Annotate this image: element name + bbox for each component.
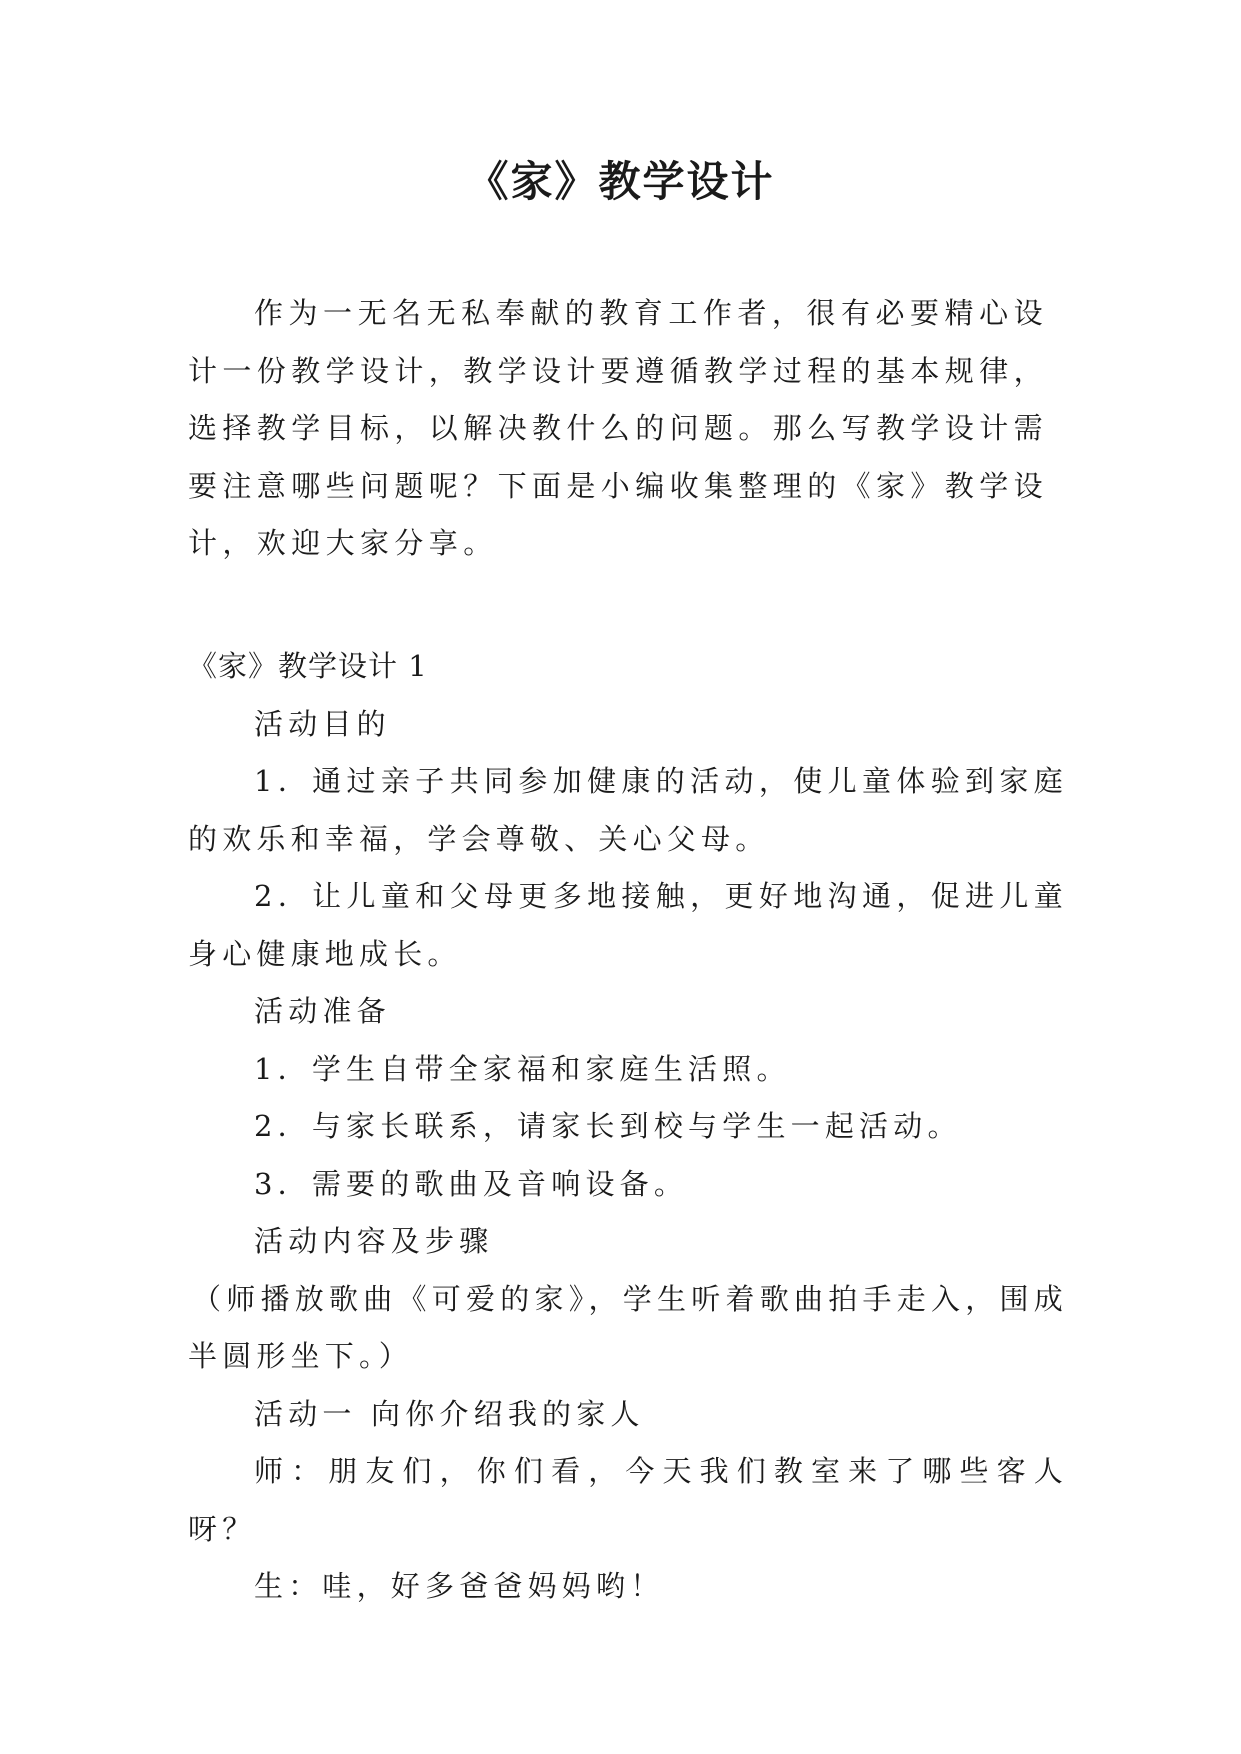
section-heading: 《家》教学设计 1 — [188, 649, 428, 683]
goal-item-2: 2．让儿童和父母更多地接触，更好地沟通，促进儿童身心健康地成长。 — [188, 879, 1068, 971]
dialog-teacher: 师：朋友们，你们看，今天我们教室来了哪些客人呀？ — [188, 1454, 1068, 1546]
steps-note: （师播放歌曲《可爱的家》，学生听着歌曲拍手走入，围成半圆形坐下。） — [188, 1281, 1068, 1373]
dialog-student: 生：哇，好多爸爸妈妈哟！ — [254, 1569, 665, 1603]
prep-heading: 活动准备 — [254, 994, 391, 1028]
intro-paragraph: 作为一无名无私奉献的教育工作者，很有必要精心设计一份教学设计，教学设计要遵循教学过程的基本规律，选择教学目标，以解决教什么的问题。那么写教学设计需要注意哪些问题呢？下面是小编收集整理的《家》教学设计，欢迎大家分享。 — [188, 296, 1049, 560]
document-body — [188, 638, 1068, 1616]
prep-item-2: 2．与家长联系，请家长到校与学生一起活动。 — [254, 1109, 962, 1143]
steps-heading: 活动内容及步骤 — [254, 1224, 494, 1258]
goals-heading: 活动目的 — [254, 706, 391, 741]
prep-item-1: 1．学生自带全家福和家庭生活照。 — [254, 1051, 791, 1086]
activity-1-heading: 活动一 向你介绍我的家人 — [254, 1396, 645, 1431]
goal-item-1: 1．通过亲子共同参加健康的活动，使儿童体验到家庭的欢乐和幸福，学会尊敬、关心父母。 — [188, 764, 1068, 856]
prep-item-3: 3．需要的歌曲及音响设备。 — [254, 1166, 689, 1201]
document-title: 《家》教学设计 — [466, 157, 775, 206]
